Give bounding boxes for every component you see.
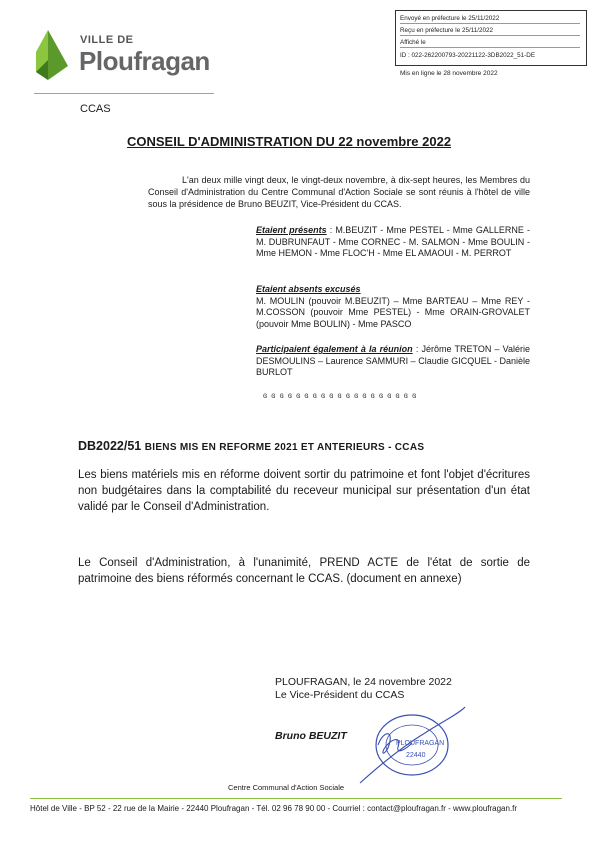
absent-members bbox=[256, 284, 530, 330]
footer-contact: Hôtel de Ville - BP 52 - 22 rue de la Mairie - 22440 Ploufragan - Tél. 02 96 78 90 00 - Courriel : contact@ploufragan.fr - www.ploufragan.fr bbox=[30, 804, 518, 813]
ornament-separator: ɞ ɞ ɞ ɞ ɞ ɞ ɞ ɞ ɞ ɞ ɞ ɞ ɞ ɞ ɞ ɞ ɞ ɞ ɞ bbox=[263, 391, 418, 400]
logo-text-ville-de: VILLE DE bbox=[80, 34, 134, 46]
seal-city: PLOUFRAGAN bbox=[396, 740, 445, 747]
participants-label: Participaient également à la réunion bbox=[256, 344, 413, 354]
absent-label: Etaient absents excusés bbox=[256, 284, 361, 294]
participants-list: : Jérôme TRETON – Valérie DESMOULINS – Laurence SAMMURI – Claudie GICQUEL - Danièle BURLOT bbox=[256, 344, 530, 377]
ploufragan-logo-icon bbox=[34, 30, 70, 80]
present-list: : M.BEUZIT - Mme PESTEL - Mme GALLERNE - M. DUBRUNFAUT - Mme CORNEC - M. SALMON - Mme BOULIN - Mme HEMON - Mme FLOC'H - Mme EL AMAOUI - M. PERROT bbox=[256, 225, 530, 258]
stamp-id: ID : 022-262200793-20221122-3DB2022_51-DE bbox=[400, 52, 536, 59]
signer-name: Bruno BEUZIT bbox=[275, 730, 347, 742]
online-date: Mis en ligne le 28 novembre 2022 bbox=[400, 70, 498, 77]
signature-and-seal bbox=[350, 705, 480, 790]
deliberation-paragraph-2: Le Conseil d'Administration, à l'unanimité, PREND ACTE de l'état de sortie de patrimoine des biens réformés concernant le CCAS. (document en annexe) bbox=[78, 557, 530, 585]
deliberation-paragraph-1: Les biens matériels mis en réforme doivent sortir du patrimoine et font l'objet d'écritures non budgétaires dans la comptabilité du receveur municipal sur présentation d'un état validé par le Conseil d'Administration. bbox=[78, 469, 530, 513]
present-label: Etaient présents bbox=[256, 225, 327, 235]
seal-label: Centre Communal d'Action Sociale bbox=[228, 783, 345, 792]
deliberation-number: DB2022/51 bbox=[78, 439, 142, 453]
prefecture-stamp bbox=[395, 10, 587, 66]
deliberation-heading bbox=[78, 439, 424, 453]
stamp-sent: Envoyé en préfecture le 25/11/2022 bbox=[400, 15, 580, 24]
seal-zip: 22440 bbox=[406, 752, 426, 759]
place-and-date: PLOUFRAGAN, le 24 novembre 2022 bbox=[275, 676, 452, 688]
other-participants bbox=[256, 344, 530, 379]
stamp-received: Reçu en préfecture le 25/11/2022 bbox=[400, 27, 580, 36]
footer-divider bbox=[30, 798, 562, 799]
page-title: CONSEIL D'ADMINISTRATION DU 22 novembre 2022 bbox=[127, 134, 452, 149]
logo-text-ploufragan: Ploufragan bbox=[79, 46, 210, 76]
stamp-posted: Affiché le bbox=[400, 39, 580, 48]
intro-paragraph: L'an deux mille vingt deux, le vingt-deux novembre, à dix-sept heures, les Membres du Conseil d'Administration du Centre Communal d'Action Sociale se sont réunis à l'hôtel de ville sous la présidence de Bruno BEUZIT, Vice-Président du CCAS. bbox=[148, 175, 530, 209]
department-label: CCAS bbox=[80, 103, 111, 115]
present-members bbox=[256, 225, 530, 260]
signer-role: Le Vice-Président du CCAS bbox=[275, 689, 405, 701]
header-divider bbox=[34, 93, 214, 94]
deliberation-subject: BIENS MIS EN REFORME 2021 ET ANTERIEURS - CCAS bbox=[144, 442, 425, 453]
absent-list: M. MOULIN (pouvoir M.BEUZIT) – Mme BARTEAU – Mme REY - M.COSSON (pouvoir Mme PESTEL) - Mme ORAIN-GROVALET (pouvoir Mme BOULIN) - Mme PASCO bbox=[256, 295, 530, 329]
